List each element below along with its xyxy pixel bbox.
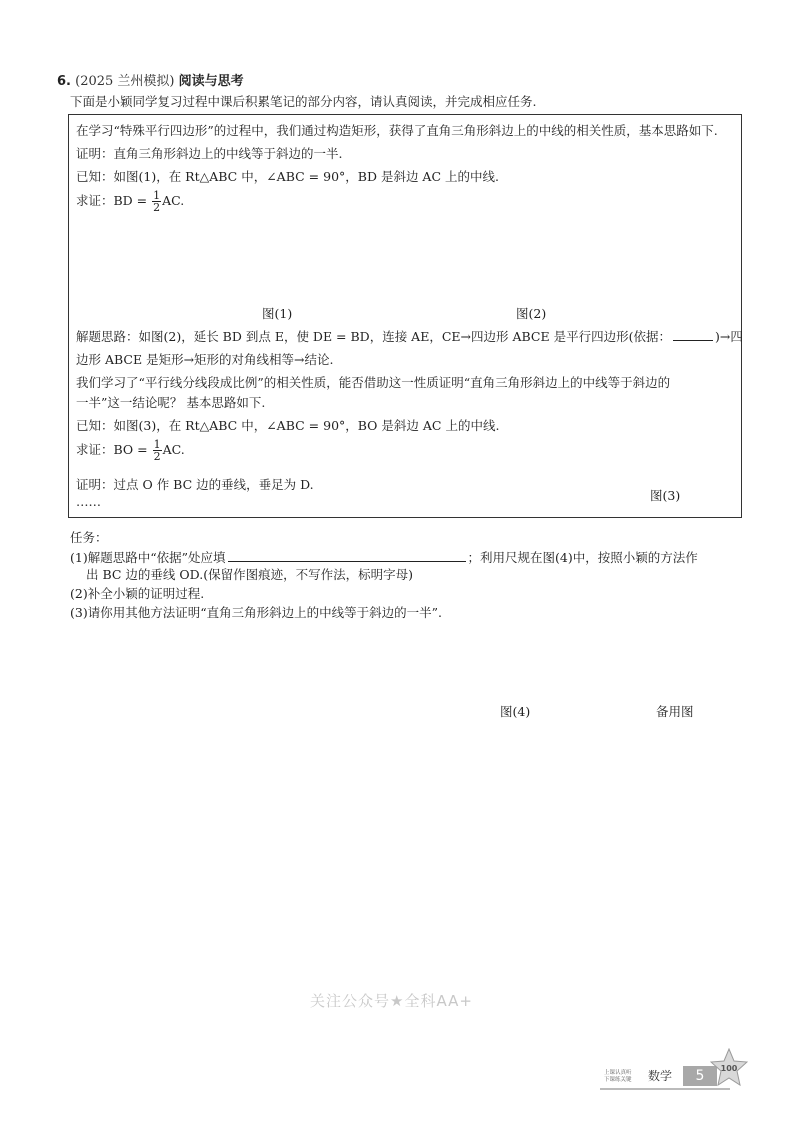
basis-blank [673, 328, 713, 341]
box-line-proof: 证明：过点 O 作 BC 边的垂线，垂足为 D. [76, 477, 314, 492]
figure-2-label: 图(2) [516, 306, 547, 321]
box-line-think-2: 一半”这一结论呢？ 基本思路如下. [76, 395, 266, 410]
page-number: 5 [683, 1066, 717, 1086]
prove-1-prefix: 求证：BD = [76, 193, 152, 208]
watermark: 关注公众号★全科AA+ [310, 992, 473, 1010]
prove-2-prefix: 求证：BO = [76, 442, 152, 457]
figure-1-label: 图(1) [262, 306, 293, 321]
prove-2-suffix: AC. [162, 442, 185, 457]
task-2: (2)补全小颖的证明过程. [70, 586, 205, 601]
fraction-numerator: 1 [153, 438, 161, 451]
tasks-title: 任务： [70, 530, 108, 545]
fraction-denominator: 2 [153, 201, 161, 214]
idea-text-a: 解题思路：如图(2)，延长 BD 到点 E，使 DE = BD，连接 AE，CE→四边形 ABCE 是平行四边形(依据： [76, 329, 671, 344]
figure-4-label: 图(4) [500, 704, 531, 719]
task-1-text-a: (1)解题思路中“依据”处应填 [70, 550, 226, 565]
box-line-prove-1 [76, 190, 184, 213]
footer-rule [600, 1088, 730, 1090]
figure-3-label: 图(3) [650, 488, 681, 503]
footer-subject: 数学 [648, 1069, 673, 1083]
question-header [57, 70, 244, 89]
fraction-half-1 [152, 190, 161, 213]
badge-text: 100 [720, 1064, 738, 1073]
box-line-known-2: 已知：如图(3)，在 Rt△ABC 中，∠ABC = 90°，BO 是斜边 AC 上的中线. [76, 418, 500, 433]
box-line-intro: 在学习“特殊平行四边形”的过程中，我们通过构造矩形，获得了直角三角形斜边上的中线的相关性质，基本思路如下. [76, 123, 718, 138]
footer-slogan [604, 1070, 632, 1084]
fraction-numerator: 1 [153, 189, 161, 202]
star-badge-icon [710, 1048, 748, 1088]
slogan-line-1: 上课认真听 [604, 1070, 632, 1076]
slogan-line-2: 下课练关键 [604, 1077, 632, 1083]
box-line-idea-2: 边形 ABCE 是矩形→矩形的对角线相等→结论. [76, 352, 334, 367]
task-3: (3)请你用其他方法证明“直角三角形斜边上的中线等于斜边的一半”. [70, 605, 442, 620]
box-line-claim: 证明：直角三角形斜边上的中线等于斜边的一半. [76, 146, 343, 161]
question-kind: 阅读与思考 [178, 74, 244, 89]
spare-figure-label: 备用图 [656, 704, 694, 719]
fraction-half-2 [153, 439, 162, 462]
box-line-prove-2 [76, 439, 185, 462]
task-1-answer-blank [228, 549, 466, 562]
box-line-think-1: 我们学习了“平行线分线段成比例”的相关性质，能否借助这一性质证明“直角三角形斜边上的中线等于斜边的 [76, 375, 671, 390]
question-source: (2025 兰州模拟) [75, 74, 175, 89]
question-number: 6. [57, 74, 71, 89]
box-line-known-1: 已知：如图(1)，在 Rt△ABC 中，∠ABC = 90°，BD 是斜边 AC 上的中线. [76, 169, 499, 184]
idea-text-b: )→四 [714, 329, 743, 344]
question-intro: 下面是小颖同学复习过程中课后积累笔记的部分内容，请认真阅读，并完成相应任务. [70, 94, 537, 109]
box-line-ellipsis: …… [76, 494, 101, 509]
prove-1-suffix: AC. [162, 193, 185, 208]
task-1-line-2: 出 BC 边的垂线 OD.(保留作图痕迹，不写作法，标明字母) [86, 567, 413, 582]
task-1-text-b: ；利用尺规在图(4)中，按照小颖的方法作 [467, 550, 698, 565]
fraction-denominator: 2 [153, 450, 161, 463]
task-1-line-1 [70, 548, 698, 566]
box-line-idea-1 [76, 327, 743, 345]
